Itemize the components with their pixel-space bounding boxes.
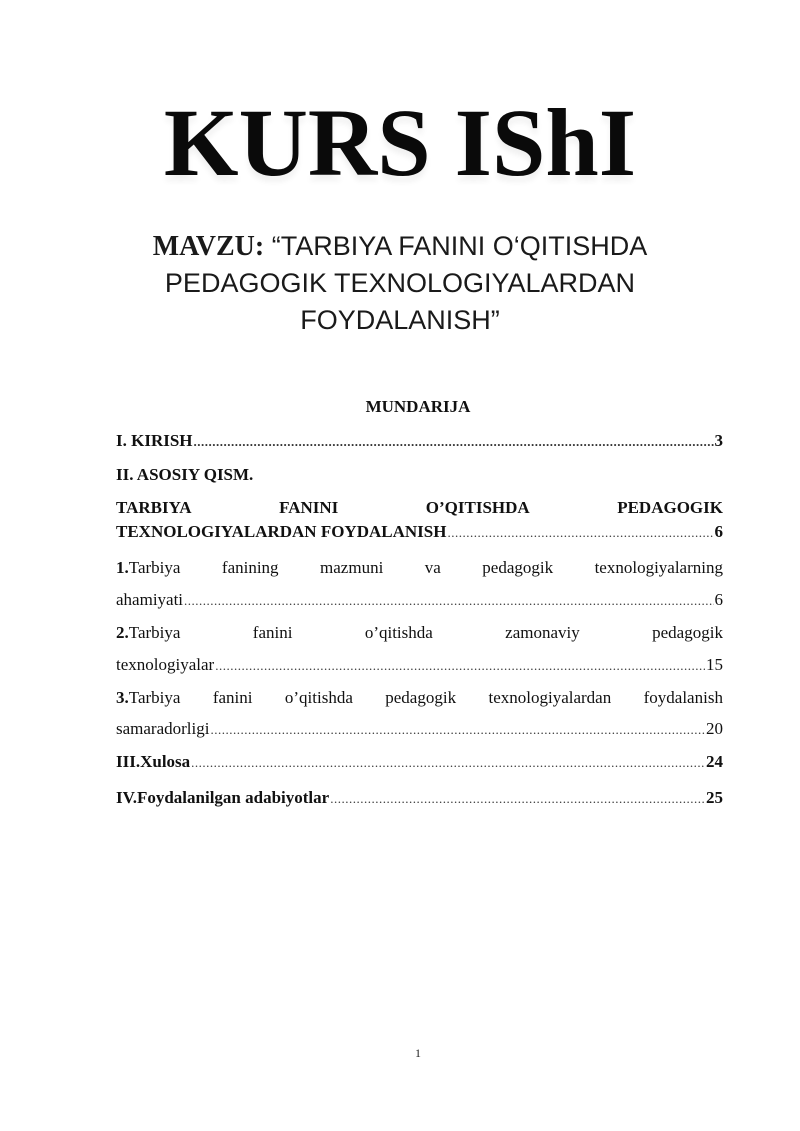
toc-word: texnologiyalardan bbox=[488, 688, 612, 707]
toc-entry-label: texnologiyalar bbox=[116, 655, 215, 674]
toc-entry-main-part[interactable] bbox=[116, 464, 723, 486]
document-title: KURS IShI bbox=[163, 89, 637, 196]
toc-page-number: 6 bbox=[714, 522, 723, 541]
toc-entry-label: I. KIRISH bbox=[116, 431, 193, 450]
toc-entry-intro[interactable] bbox=[116, 430, 723, 453]
toc-entry-label: IV.Foydalanilgan adabiyotlar bbox=[116, 788, 330, 807]
topic-block bbox=[100, 228, 700, 339]
toc-section-number: 1. bbox=[116, 558, 129, 577]
toc-word-text: Tarbiya bbox=[128, 623, 181, 642]
toc-word: O’QITISHDA bbox=[425, 498, 530, 517]
toc-leader-dots bbox=[330, 788, 705, 810]
toc-entry-section-2-line-1[interactable] bbox=[116, 622, 723, 644]
toc-word: FANINI bbox=[279, 498, 339, 517]
toc-word: fanini bbox=[212, 688, 253, 707]
toc-page-number: 24 bbox=[706, 752, 723, 771]
toc-leader-dots bbox=[194, 431, 714, 453]
toc-word: zamonaviy bbox=[505, 623, 580, 642]
toc-page-number: 25 bbox=[706, 788, 723, 807]
toc-entry-main-title-line-1[interactable] bbox=[116, 497, 723, 519]
toc-word bbox=[116, 622, 180, 644]
topic-label: MAVZU: bbox=[152, 231, 265, 262]
toc-leader-dots bbox=[210, 719, 705, 741]
toc-word: mazmuni bbox=[320, 558, 384, 577]
toc-heading: MUNDARIJA bbox=[365, 397, 471, 416]
toc-leader-dots bbox=[184, 590, 713, 612]
toc-word: texnologiyalarning bbox=[594, 558, 723, 577]
toc-page-number: 3 bbox=[714, 431, 723, 450]
toc-leader-dots bbox=[215, 655, 705, 677]
topic-line-1 bbox=[100, 228, 700, 265]
toc-entry-section-1-line-1[interactable] bbox=[116, 557, 723, 579]
toc-page-number: 6 bbox=[714, 590, 723, 609]
toc-entry-section-3-line-1[interactable] bbox=[116, 687, 723, 709]
toc-entry-section-3-line-2[interactable] bbox=[116, 718, 723, 741]
toc-word bbox=[116, 557, 180, 579]
toc-word-text: Tarbiya bbox=[128, 558, 181, 577]
topic-line-2: PEDAGOGIK TEXNOLOGIYALARDAN bbox=[164, 268, 636, 298]
toc-entry-section-2-line-2[interactable] bbox=[116, 654, 723, 677]
toc-entry-label: samaradorligi bbox=[116, 719, 210, 738]
toc-page-number: 15 bbox=[706, 655, 723, 674]
toc-word: foydalanish bbox=[643, 688, 723, 707]
toc-entry-conclusion[interactable] bbox=[116, 751, 723, 774]
toc-section-number: 3. bbox=[116, 688, 129, 707]
toc-word: pedagogik bbox=[652, 623, 723, 642]
toc-leader-dots bbox=[191, 752, 705, 774]
toc-entry-label: III.Xulosa bbox=[116, 752, 191, 771]
toc-entry-main-title-line-2[interactable] bbox=[116, 521, 723, 544]
topic-line-3: FOYDALANISH” bbox=[300, 305, 500, 335]
toc-word: fanining bbox=[221, 558, 279, 577]
toc-word: pedagogik bbox=[385, 688, 457, 707]
toc-entry-section-1-line-2[interactable] bbox=[116, 589, 723, 612]
toc-word: va bbox=[424, 558, 441, 577]
page-number: 1 bbox=[415, 1046, 421, 1060]
toc-word: o’qitishda bbox=[284, 688, 353, 707]
toc-word: o’qitishda bbox=[364, 623, 433, 642]
toc-leader-dots bbox=[447, 522, 713, 544]
toc-entry-label: TEXNOLOGIYALARDAN FOYDALANISH bbox=[116, 522, 447, 541]
toc-word: fanini bbox=[252, 623, 293, 642]
toc-word: pedagogik bbox=[482, 558, 554, 577]
toc-word bbox=[116, 687, 180, 709]
toc-section-number: 2. bbox=[116, 623, 129, 642]
toc-page-number: 20 bbox=[706, 719, 723, 738]
toc-word: PEDAGOGIK bbox=[617, 498, 723, 517]
toc-entry-label: ahamiyati bbox=[116, 590, 184, 609]
topic-text-1: “TARBIYA FANINI O‘QITISHDA bbox=[271, 231, 648, 261]
toc-word-text: Tarbiya bbox=[128, 688, 181, 707]
toc-entry-label: II. ASOSIY QISM. bbox=[116, 465, 254, 484]
toc-entry-references[interactable] bbox=[116, 787, 723, 810]
toc-word: TARBIYA bbox=[116, 498, 192, 517]
